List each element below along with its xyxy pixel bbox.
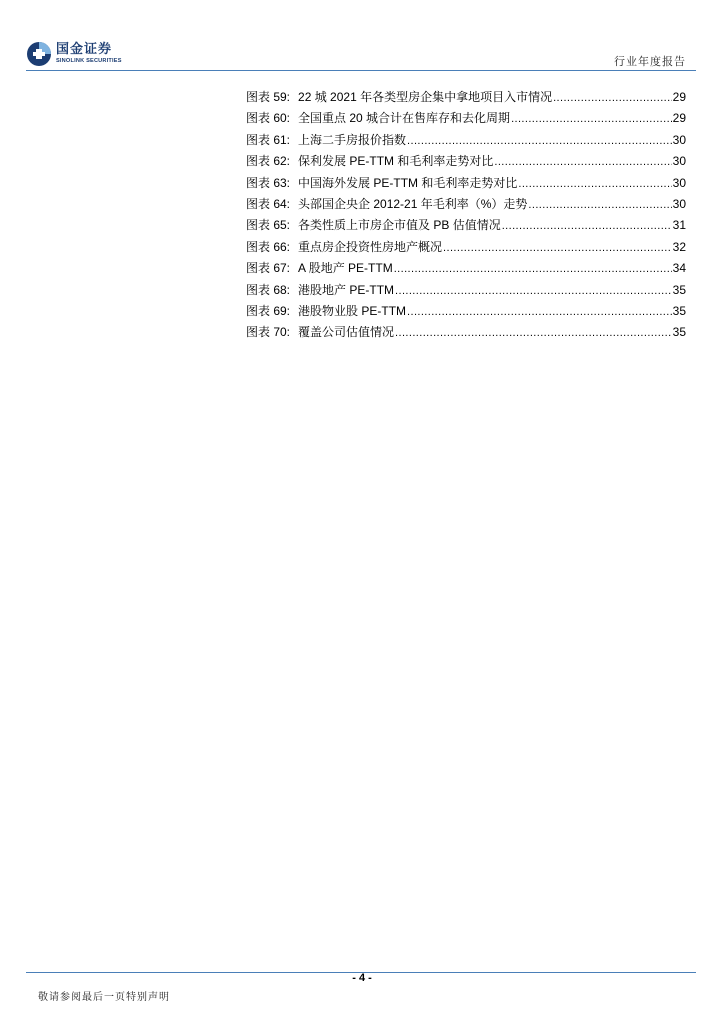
toc-entry[interactable] [246, 238, 686, 259]
toc-entry[interactable] [246, 216, 686, 237]
toc-entry-label: 图表 69: [246, 303, 291, 318]
logo-english-name: SINOLINK SECURITIES [56, 58, 122, 65]
page-number: - 4 - [352, 972, 372, 984]
report-type: 行业年度报告 [614, 55, 686, 68]
toc-entry-label: 图表 64: [246, 196, 291, 211]
toc-entry-title: 重点房企投资性房地产概况 [298, 239, 443, 254]
sinolink-logo-mark-icon [26, 41, 52, 67]
toc-entry-page: 31 [672, 218, 686, 233]
toc-entry-page: 35 [672, 282, 686, 297]
toc-entry-label: 图表 68: [246, 282, 291, 297]
header-divider [26, 70, 696, 71]
toc-entry[interactable] [246, 195, 686, 216]
toc-entry-page: 30 [672, 132, 686, 147]
toc-entry-title: 中国海外发展 PE-TTM 和毛利率走势对比 [298, 175, 518, 190]
toc-entry-title: 港股物业股 PE-TTM [298, 303, 407, 318]
toc-dot-leader [494, 156, 671, 168]
toc-entry[interactable] [246, 109, 686, 130]
toc-entry-title: 全国重点 20 城合计在售库存和去化周期 [298, 111, 511, 126]
toc-entry[interactable] [246, 174, 686, 195]
toc-dot-leader [394, 263, 672, 275]
toc-entry-page: 35 [672, 325, 686, 340]
toc-entry[interactable] [246, 259, 686, 280]
toc-entry[interactable] [246, 131, 686, 152]
toc-entry-label: 图表 67: [246, 261, 291, 276]
toc-dot-leader [502, 220, 672, 232]
toc-entry-page: 30 [672, 196, 686, 211]
toc-dot-leader [407, 135, 672, 147]
toc-entry-label: 图表 70: [246, 325, 291, 340]
toc-entry-title: 上海二手房报价指数 [298, 132, 407, 147]
toc-entry-label: 图表 61: [246, 132, 291, 147]
table-of-figures [246, 88, 686, 345]
toc-entry[interactable] [246, 302, 686, 323]
toc-entry-title: 22 城 2021 年各类型房企集中拿地项目入市情况 [298, 90, 553, 104]
toc-entry-page: 32 [672, 239, 686, 254]
toc-entry-title: 头部国企央企 2012-21 年毛利率（%）走势 [298, 196, 528, 211]
toc-entry-page: 30 [672, 154, 686, 169]
toc-entry[interactable] [246, 281, 686, 302]
toc-entry-label: 图表 62: [246, 154, 291, 169]
toc-dot-leader [407, 306, 672, 318]
toc-entry-title: 港股地产 PE-TTM [298, 282, 395, 297]
sinolink-logo [26, 41, 122, 67]
toc-dot-leader [528, 199, 671, 211]
toc-entry-title: 覆盖公司估值情况 [298, 325, 395, 340]
toc-entry-page: 29 [672, 90, 686, 104]
toc-entry-label: 图表 65: [246, 218, 291, 233]
logo-chinese-name: 国金证券 [56, 42, 113, 58]
toc-entry-page: 35 [672, 303, 686, 318]
toc-dot-leader [511, 113, 672, 125]
toc-dot-leader [443, 242, 672, 254]
toc-dot-leader [395, 285, 672, 297]
toc-entry-title: 保利发展 PE-TTM 和毛利率走势对比 [298, 154, 494, 169]
toc-entry-title: A 股地产 PE-TTM [298, 261, 393, 276]
disclaimer-text: 敬请参阅最后一页特别声明 [38, 992, 170, 1003]
toc-entry-page: 34 [672, 261, 686, 276]
toc-entry[interactable] [246, 323, 686, 344]
toc-dot-leader [518, 178, 671, 190]
toc-entry-label: 图表 60: [246, 111, 291, 126]
toc-entry-label: 图表 66: [246, 239, 291, 254]
toc-entry[interactable] [246, 152, 686, 173]
toc-dot-leader [553, 92, 672, 104]
toc-entry-label: 图表 63: [246, 175, 291, 190]
toc-entry-page: 30 [672, 175, 686, 190]
toc-entry-title: 各类性质上市房企市值及 PB 估值情况 [298, 218, 501, 233]
toc-entry-page: 29 [672, 111, 686, 126]
toc-dot-leader [395, 327, 672, 339]
toc-entry-label: 图表 59: [246, 90, 291, 104]
toc-entry[interactable] [246, 88, 686, 109]
